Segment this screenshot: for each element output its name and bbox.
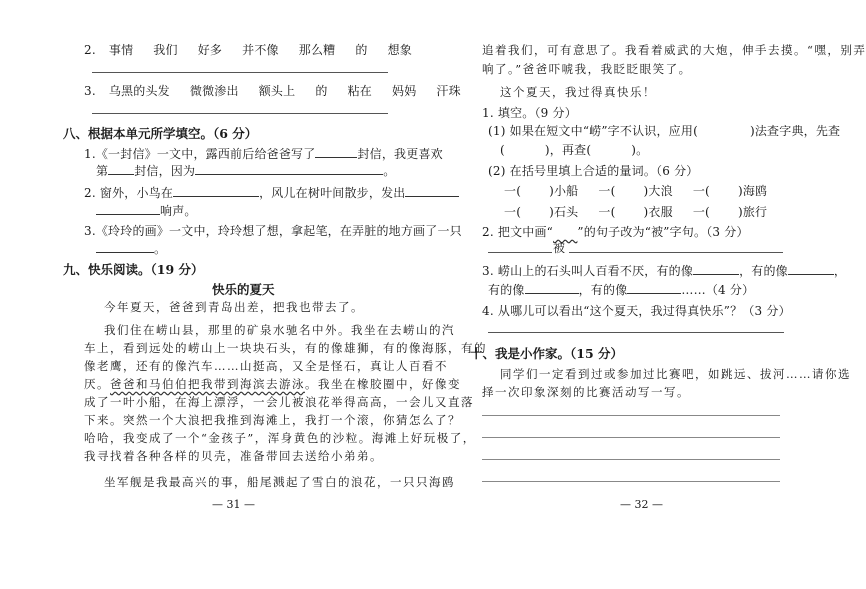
sec8-i1-text: 封信，我更喜欢 xyxy=(357,147,443,161)
q2-word: 的 xyxy=(355,43,368,57)
story-title: 快乐的夏天 xyxy=(212,282,275,297)
page-number: — 32 — xyxy=(620,498,663,511)
story-line: 下来。突然一个大浪把我推到海滩上，我打一个滚，你猜怎么了？ xyxy=(84,413,461,427)
q2-text: 2. 把文中画“ xyxy=(482,225,553,239)
q3-text: ，有的像 xyxy=(578,283,628,297)
q3-word: 乌黑的头发 xyxy=(108,84,170,98)
q2-answer-line-a[interactable] xyxy=(488,252,552,253)
wavy-line-sample xyxy=(553,225,577,239)
mw-prefix: 一( xyxy=(598,184,616,198)
sec8-item-3-cont xyxy=(96,240,166,257)
mw-suffix: ) xyxy=(643,184,649,198)
q2-bei-char: 被 xyxy=(553,241,566,255)
measure-word-row-2 xyxy=(504,203,767,220)
story-line: 我们住在崂山县，那里的矿泉水驰名中外。我坐在去崂山的汽 xyxy=(104,323,455,337)
sec8-i2-text: ，风儿在树叶间散步，发出 xyxy=(259,186,406,200)
page-number: — 31 — xyxy=(212,498,255,511)
q3-text: 3. 崂山上的石头叫人百看不厌，有的像 xyxy=(482,264,694,278)
blank[interactable] xyxy=(525,282,579,294)
reading-q1: 1. 填空。（9 分） xyxy=(482,106,577,120)
mw-noun: 衣服 xyxy=(648,205,673,219)
q4-answer-line[interactable] xyxy=(488,332,784,333)
measure-word-row-1 xyxy=(504,182,767,199)
mw-suffix: ) xyxy=(643,205,649,219)
q3-num: 3. xyxy=(84,84,96,98)
writing-line[interactable] xyxy=(482,481,780,482)
q2-text: ”的句子改为“被”字句。（3 分） xyxy=(577,225,749,239)
q3-text: ， xyxy=(833,264,847,278)
mw-prefix: 一( xyxy=(504,205,522,219)
reading-q1-1-cont xyxy=(500,141,648,158)
q3-text: ……（4 分） xyxy=(681,283,755,297)
q2-word: 事情 xyxy=(108,43,134,57)
sec8-i2-text: 响声。 xyxy=(160,204,197,218)
reading-q4: 4. 从哪儿可以看出“这个夏天，我过得真快乐”？（3 分） xyxy=(482,304,791,318)
q3-text: ，有的像 xyxy=(739,264,788,278)
story-line: 坐军舰是我最高兴的事，船尾溅起了雪白的浪花，一只只海鸥 xyxy=(104,475,455,489)
sec8-i1-text: 。 xyxy=(383,164,396,178)
mw-prefix: 一( xyxy=(598,205,616,219)
story-ending-line: 这个夏天，我过得真快乐！ xyxy=(500,85,656,99)
sec8-item-1 xyxy=(84,145,443,162)
q3-word: 的 xyxy=(315,84,328,98)
mw-suffix: ) xyxy=(549,205,554,219)
story-text: 。我坐在橡胶圈中，好像变 xyxy=(305,377,461,391)
q2-num: 2. xyxy=(84,43,96,57)
sec8-item-2-cont xyxy=(96,202,197,219)
sec8-item-1-cont xyxy=(96,162,395,179)
mw-suffix: ) xyxy=(549,184,554,198)
reading-q3-cont xyxy=(488,281,754,298)
mw-noun: 小船 xyxy=(553,184,579,198)
mw-prefix: 一( xyxy=(504,184,522,198)
section-8-title: 八、根据本单元所学填空。（6 分） xyxy=(63,126,258,141)
story-line: 像老鹰，还有的像汽车……山挺高，又全是怪石，真让人百看不 xyxy=(84,359,448,373)
reading-q3 xyxy=(482,262,846,279)
q2-word: 那么糟 xyxy=(298,43,336,57)
story-continued-line: 响了。”爸爸吓唬我，我眨眨眼笑了。 xyxy=(482,62,692,76)
q3-word: 妈妈 xyxy=(392,84,417,98)
mw-noun: 旅行 xyxy=(742,205,768,219)
sec8-i1-text: 1.《一封信》一文中，露西前后给爸爸写了 xyxy=(84,147,316,161)
mw-noun: 大浪 xyxy=(648,184,673,198)
mw-suffix: ) xyxy=(737,205,743,219)
sec8-i1-text: 第 xyxy=(96,164,109,178)
writing-line[interactable] xyxy=(482,437,780,438)
q2-word: 我们 xyxy=(153,43,178,57)
reading-q1-1 xyxy=(488,122,840,139)
q3-word: 汗珠 xyxy=(436,84,461,98)
blank[interactable] xyxy=(627,282,681,294)
q1-1-text: )。 xyxy=(631,143,649,157)
q2-answer-line[interactable] xyxy=(92,72,388,73)
q3-text: 有的像 xyxy=(488,283,525,297)
story-text: 厌。 xyxy=(84,377,110,391)
writing-line[interactable] xyxy=(482,415,780,416)
blank[interactable] xyxy=(788,263,834,275)
story-line: 我寻找着各种各样的贝壳，准备带回去送给小弟弟。 xyxy=(84,449,383,463)
story-line: 车上，看到远处的崂山上一块块石头，有的像雄狮，有的像海豚，有的 xyxy=(84,341,487,355)
mw-prefix: 一( xyxy=(692,184,710,198)
q3-answer-line[interactable] xyxy=(92,113,388,114)
mw-prefix: 一( xyxy=(692,205,710,219)
blank[interactable] xyxy=(315,146,357,158)
sec8-i1-text: 封信，因为 xyxy=(134,164,196,178)
reading-q2 xyxy=(482,223,749,240)
mw-suffix: ) xyxy=(737,184,743,198)
story-line: 成了一叶小船，在海上漂浮，一会儿被浪花举得高高，一会儿又直落 xyxy=(84,395,474,409)
q3-word: 额头上 xyxy=(258,84,296,98)
story-line: 哈哈，我变成了一个“金孩子”，浑身黄色的沙粒。海滩上好玩极了， xyxy=(84,431,476,445)
wavy-underlined-sentence: 爸爸和马伯伯把我带到海滨去游泳 xyxy=(110,377,305,391)
sec8-i3-text: 。 xyxy=(154,242,167,256)
q3-word: 粘在 xyxy=(347,84,372,98)
reorder-q2 xyxy=(84,41,412,58)
reading-q1-2: (2) 在括号里填上合适的量词。（6 分） xyxy=(488,164,699,178)
q1-1-text: )法查字典，先查 xyxy=(749,124,841,138)
blank[interactable] xyxy=(195,163,383,175)
sec8-i3-text: 3.《玲玲的画》一文中，玲玲想了想，拿起笔，在弄脏的地方画了一只 xyxy=(84,224,462,238)
mw-noun: 海鸥 xyxy=(742,184,768,198)
writing-line[interactable] xyxy=(482,459,780,460)
q2-word: 好多 xyxy=(197,43,223,57)
mw-noun: 石头 xyxy=(553,205,579,219)
blank[interactable] xyxy=(96,241,154,253)
q2-answer-line-b[interactable] xyxy=(569,252,783,253)
story-continued-line: 追着我们，可有意思了。我看着威武的大炮，伸手去摸。“嘿，别弄 xyxy=(482,43,866,57)
blank[interactable] xyxy=(108,163,134,175)
blank[interactable] xyxy=(693,263,739,275)
sec8-i2-text: 2. 窗外，小鸟在 xyxy=(84,186,174,200)
q1-1-text: (1) 如果在短文中“崂”字不认识，应用( xyxy=(488,124,698,138)
blank[interactable] xyxy=(96,203,160,215)
composition-prompt: 同学们一定看到过或参加过比赛吧，如跳远、拔河……请你选 xyxy=(500,367,851,381)
q1-1-text: )，再查( xyxy=(544,143,592,157)
blank[interactable] xyxy=(173,185,259,197)
page-32 xyxy=(400,0,866,589)
q2-word: 并不像 xyxy=(242,43,279,57)
composition-prompt: 择一次印象深刻的比赛活动写一写。 xyxy=(482,385,690,399)
section-9-title: 九、快乐阅读。（19 分） xyxy=(63,262,204,277)
q1-1-text: ( xyxy=(500,143,505,157)
q3-word: 微微渗出 xyxy=(189,84,239,98)
q2-word: 想象 xyxy=(387,43,413,57)
section-10-title: 十、我是小作家。（15 分） xyxy=(470,346,623,361)
story-para-1: 今年夏天，爸爸到青岛出差，把我也带去了。 xyxy=(104,300,364,314)
